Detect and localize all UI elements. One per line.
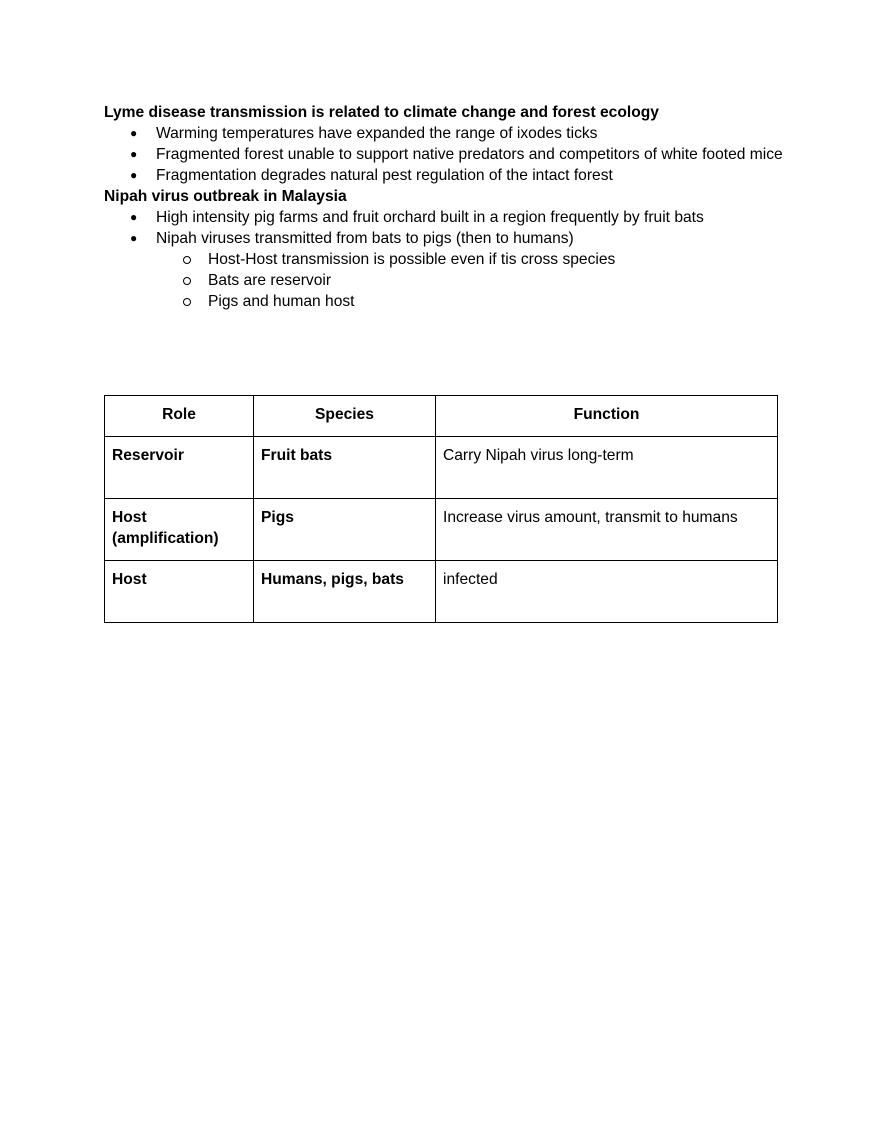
document-body [104, 102, 784, 312]
section-heading-lyme: Lyme disease transmission is related to climate change and forest ecology [104, 104, 659, 121]
sub-list-item: Bats are reservoir [208, 270, 784, 291]
list-item-text: Nipah viruses transmitted from bats to pigs (then to humans) [156, 230, 574, 247]
sub-list-item: Pigs and human host [208, 291, 784, 312]
sub-list-item: Host-Host transmission is possible even if tis cross species [208, 249, 784, 270]
cell-species: Humans, pigs, bats [254, 561, 436, 623]
table-row [105, 499, 778, 561]
table-row [105, 561, 778, 623]
list-item: ● Fragmented forest unable to support native predators and competitors of white footed mice [156, 144, 784, 165]
cell-role: Host [105, 561, 254, 623]
header-role: Role [105, 396, 254, 437]
lyme-bullet-list [104, 123, 784, 186]
header-function: Function [436, 396, 778, 437]
list-item: ● Warming temperatures have expanded the range of ixodes ticks [156, 123, 784, 144]
table-header-row [105, 396, 778, 437]
cell-function: infected [436, 561, 778, 623]
list-item: ● High intensity pig farms and fruit orchard built in a region frequently by fruit bats [156, 207, 784, 228]
cell-species: Pigs [254, 499, 436, 561]
cell-role: Reservoir [105, 437, 254, 499]
header-species: Species [254, 396, 436, 437]
roles-table [104, 395, 778, 623]
nipah-bullet-list [104, 207, 784, 312]
cell-role: Host (amplification) [105, 499, 254, 561]
cell-function: Carry Nipah virus long-term [436, 437, 778, 499]
nipah-sub-bullet-list [156, 249, 784, 312]
section-heading-nipah: Nipah virus outbreak in Malaysia [104, 188, 347, 205]
cell-function: Increase virus amount, transmit to humans [436, 499, 778, 561]
cell-species: Fruit bats [254, 437, 436, 499]
list-item: ● Fragmentation degrades natural pest regulation of the intact forest [156, 165, 784, 186]
list-item [156, 228, 784, 312]
table-row [105, 437, 778, 499]
